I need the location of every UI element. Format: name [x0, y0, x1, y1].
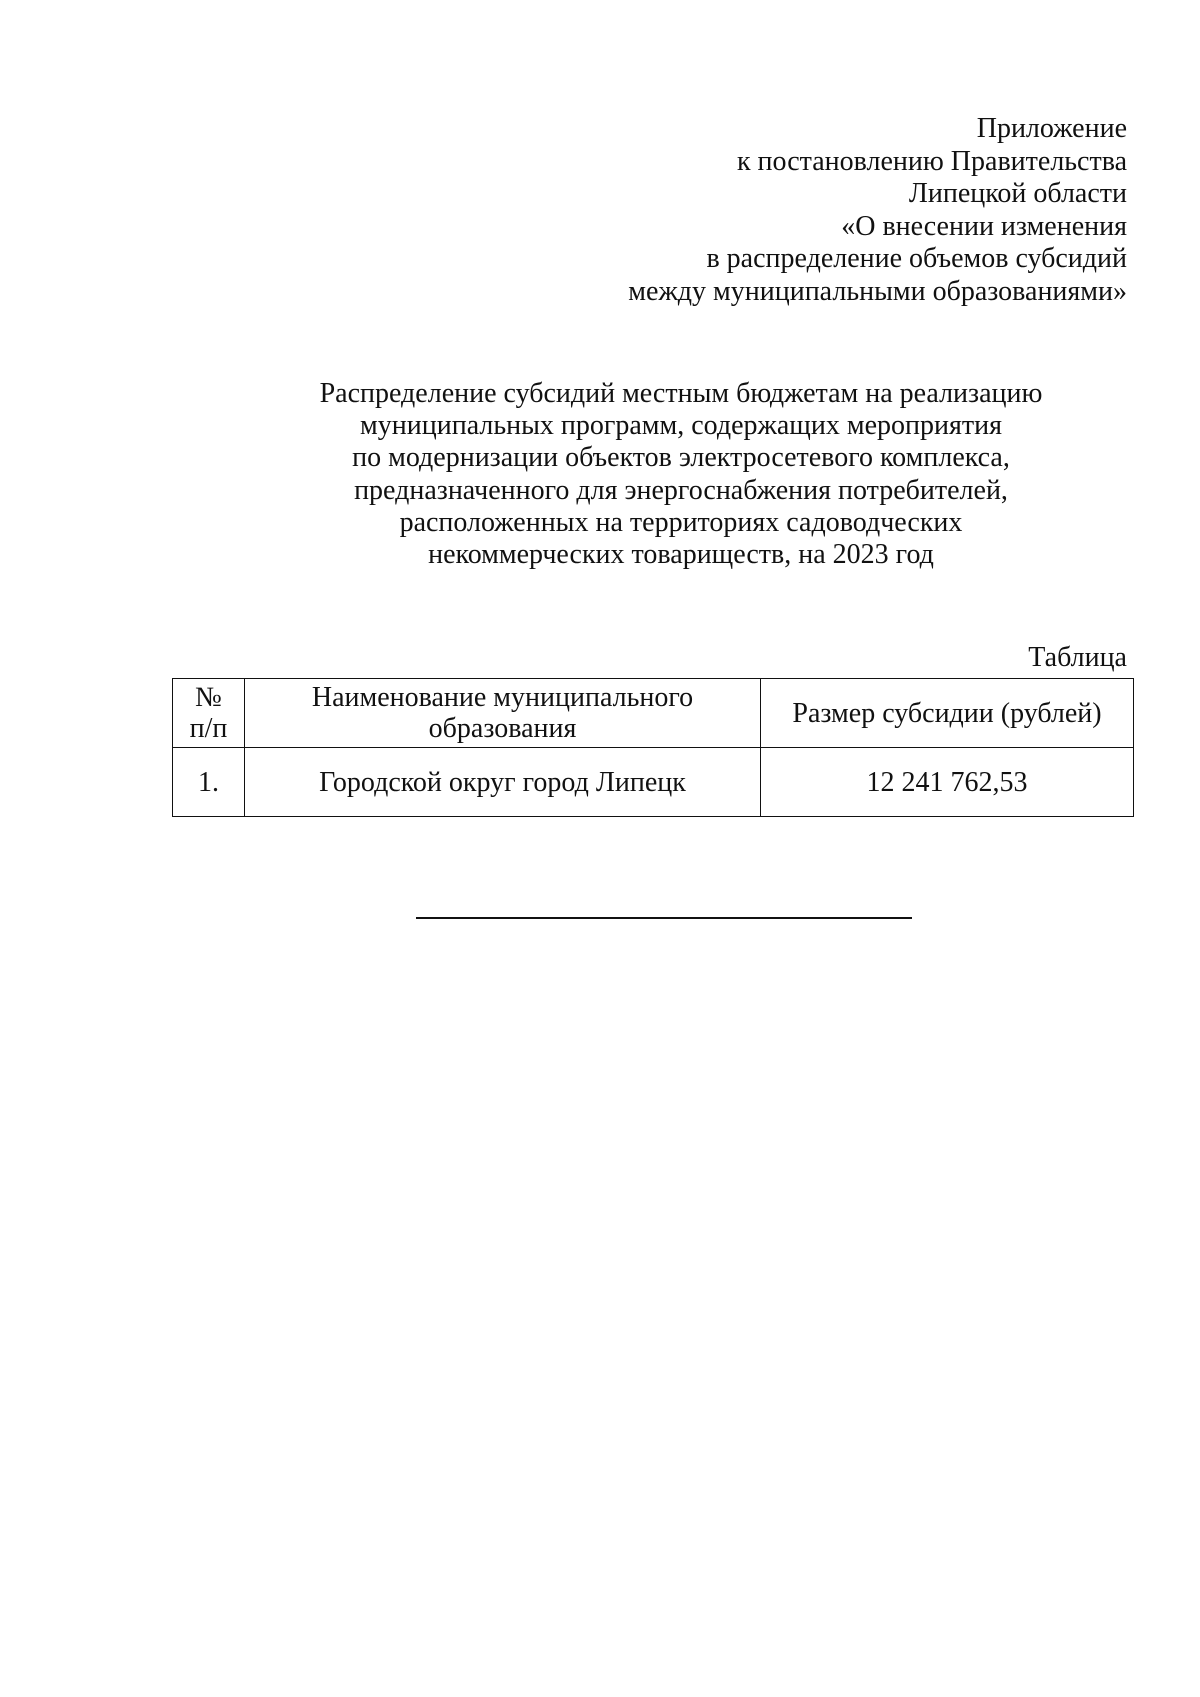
- table-caption: Таблица: [1028, 642, 1127, 673]
- document-title: [240, 378, 1122, 571]
- cell-name: Городской округ город Липецк: [245, 748, 761, 817]
- header-name-line2: образования: [428, 713, 577, 744]
- cell-amount: 12 241 762,53: [761, 748, 1134, 817]
- title-line: предназначенного для энергоснабжения потребителей,: [354, 474, 1008, 506]
- header-number-line2: п/п: [189, 713, 228, 744]
- appendix-header: [628, 113, 1127, 308]
- header-name-line1: Наименование муниципального: [311, 682, 694, 713]
- header-number-line1: №: [195, 682, 222, 713]
- appendix-line: «О внесении изменения: [841, 210, 1127, 242]
- cell-number: 1.: [173, 748, 245, 817]
- title-line: Распределение субсидий местным бюджетам на реализацию: [319, 378, 1043, 409]
- closing-rule: [416, 917, 912, 919]
- header-amount: Размер субсидии (рублей): [761, 679, 1134, 748]
- title-line: по модернизации объектов электросетевого комплекса,: [352, 442, 1010, 474]
- table-header-row: [173, 679, 1134, 748]
- appendix-line: к постановлению Правительства: [736, 145, 1127, 177]
- appendix-line: между муниципальными образованиями»: [628, 275, 1127, 307]
- title-line: некоммерческих товариществ, на 2023 год: [428, 539, 934, 571]
- title-line: муниципальных программ, содержащих мероприятия: [360, 410, 1002, 442]
- table-row: [173, 748, 1134, 817]
- appendix-line: Липецкой области: [908, 178, 1127, 209]
- appendix-line: Приложение: [976, 113, 1127, 144]
- header-name: [245, 679, 761, 748]
- appendix-line: в распределение объемов субсидий: [706, 243, 1127, 274]
- title-line: расположенных на территориях садоводческих: [399, 506, 963, 538]
- header-number: [173, 679, 245, 748]
- subsidy-table: [172, 678, 1134, 817]
